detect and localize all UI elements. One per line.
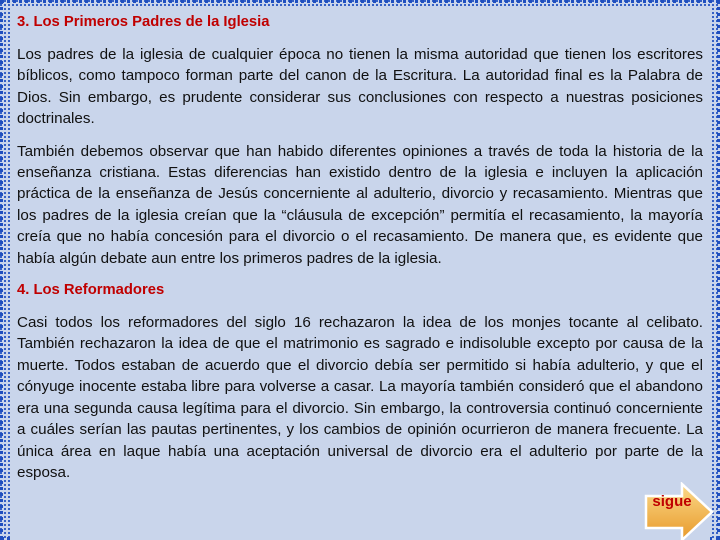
section-heading-primeros-padres: 3. Los Primeros Padres de la Iglesia [17, 14, 270, 30]
next-button-label: sigue [652, 493, 692, 510]
next-button[interactable] [644, 482, 714, 540]
right-arrow-icon [644, 482, 714, 540]
paragraph: Casi todos los reformadores del siglo 16 rechazaron la idea de los monjes tocante al celibato. También rechazaron la idea de que el matrimonio es sagrado e indisoluble excepto por causa de la muerte. Todos estaban de acuerdo que el divorcio debía ser permitido si había adulterio, y que el cónyuge inocente estaba libre para volverse a casar. La mayoría también consideró que el abandono era una segunda causa legítima para el divorcio. Sin embargo, la controversia continuó concerniente a cuáles serían las pautas pertinentes, y los cambios de opinión ocurrieron de manera frecuente. La única área en laque había una aceptación universal de divorcio era el adulterio por parte de la esposa. [17, 314, 703, 481]
content-panel [10, 8, 710, 540]
paragraph: Los padres de la iglesia de cualquier época no tienen la misma autoridad que tienen los escritores bíblicos, como tampoco forman parte del canon de la Escritura. La autoridad final es la Palabra de Dios. Sin embargo, es prudente considerar sus conclusiones con respecto a nuestras posiciones doctrinales. [17, 46, 703, 128]
paragraph: También debemos observar que han habido diferentes opiniones a través de toda la historia de la enseñanza cristiana. Estas diferencias han existido dentro de la iglesia e incluyen la aplicación práctica de la enseñanza de Jesús concerniente al adulterio, divorcio y recasamiento. Mientras que los padres de la iglesia creían que la “cláusula de excepción” permitía el recasamiento, la mayoría creía que no había concesión para el divorcio o el recasamiento. De manera que, es evidente que había algún debate aun entre los primeros padres de la iglesia. [17, 142, 703, 267]
section-heading-reformadores: 4. Los Reformadores [17, 282, 165, 299]
